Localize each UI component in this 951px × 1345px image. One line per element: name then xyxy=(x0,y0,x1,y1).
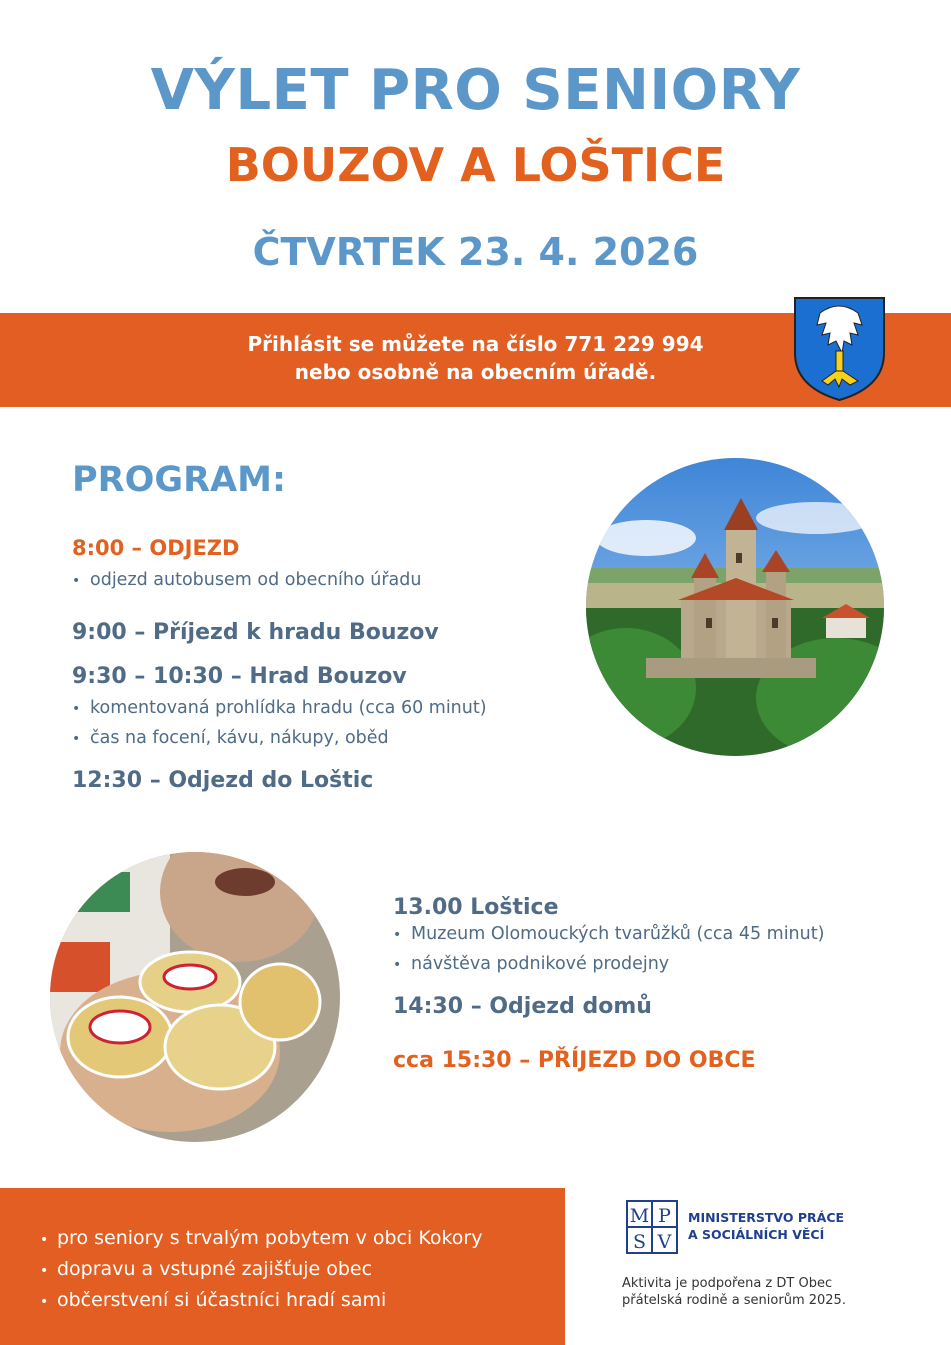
mpsv-logo-icon xyxy=(626,1200,678,1254)
castle-photo xyxy=(586,458,884,756)
condition-item: • dopravu a vstupné zajišťuje obec xyxy=(40,1255,482,1286)
program-time-lostice: 13.00 Loštice xyxy=(393,895,559,920)
program-bullet: • čas na focení, kávu, nákupy, oběd xyxy=(72,728,389,748)
program-bullet: • návštěva podnikové prodejny xyxy=(393,954,670,974)
cheese-photo xyxy=(50,852,340,1142)
svg-text:S: S xyxy=(632,1231,647,1253)
event-date: ČTVRTEK 23. 4. 2026 xyxy=(252,230,699,274)
bullet-symbol: • xyxy=(393,957,402,973)
bullet-symbol: • xyxy=(40,1294,49,1310)
support-note xyxy=(622,1275,846,1309)
program-time-return: cca 15:30 – PŘÍJEZD DO OBCE xyxy=(393,1048,756,1073)
program-time-depart-home: 14:30 – Odjezd domů xyxy=(393,994,652,1019)
bullet-symbol: • xyxy=(40,1263,49,1279)
support-note-line-2: přátelská rodině a seniorům 2025. xyxy=(622,1293,846,1308)
page-subtitle: BOUZOV A LOŠTICE xyxy=(225,138,726,192)
sponsor-name-line-2: A SOCIÁLNÍCH VĚCÍ xyxy=(688,1227,825,1242)
svg-text:V: V xyxy=(657,1231,672,1253)
program-bullet: • odjezd autobusem od obecního úřadu xyxy=(72,570,422,590)
support-note-line-1: Aktivita je podpořena z DT Obec xyxy=(622,1276,833,1291)
signup-line-1: Přihlásit se můžete na číslo 771 229 994 xyxy=(247,332,704,356)
bullet-symbol: • xyxy=(72,701,81,717)
condition-item: • občerstvení si účastníci hradí sami xyxy=(40,1286,482,1317)
program-time-castle: 9:30 – 10:30 – Hrad Bouzov xyxy=(72,664,407,689)
condition-item: • pro seniory s trvalým pobytem v obci Kokory xyxy=(40,1224,482,1255)
program-bullet: • Muzeum Olomouckých tvarůžků (cca 45 minut) xyxy=(393,924,825,944)
program-time-depart-lostice: 12:30 – Odjezd do Loštic xyxy=(72,768,374,793)
svg-text:P: P xyxy=(658,1205,671,1227)
svg-text:M: M xyxy=(629,1205,650,1227)
conditions-list xyxy=(40,1224,482,1317)
signup-line-2: nebo osobně na obecním úřadě. xyxy=(294,360,657,384)
bullet-symbol: • xyxy=(40,1232,49,1248)
sponsor-name-line-1: MINISTERSTVO PRÁCE xyxy=(688,1210,845,1225)
program-time-departure: 8:00 – ODJEZD xyxy=(72,536,240,560)
program-time-arrival-bouzov: 9:00 – Příjezd k hradu Bouzov xyxy=(72,620,439,645)
program-heading: PROGRAM: xyxy=(72,460,286,500)
bullet-symbol: • xyxy=(393,927,402,943)
bullet-symbol: • xyxy=(72,731,81,747)
coat-of-arms-icon xyxy=(792,295,887,403)
page-title: VÝLET PRO SENIORY xyxy=(150,58,801,123)
sponsor-name xyxy=(688,1209,844,1243)
bullet-symbol: • xyxy=(72,573,81,589)
program-bullet: • komentovaná prohlídka hradu (cca 60 minut) xyxy=(72,698,487,718)
